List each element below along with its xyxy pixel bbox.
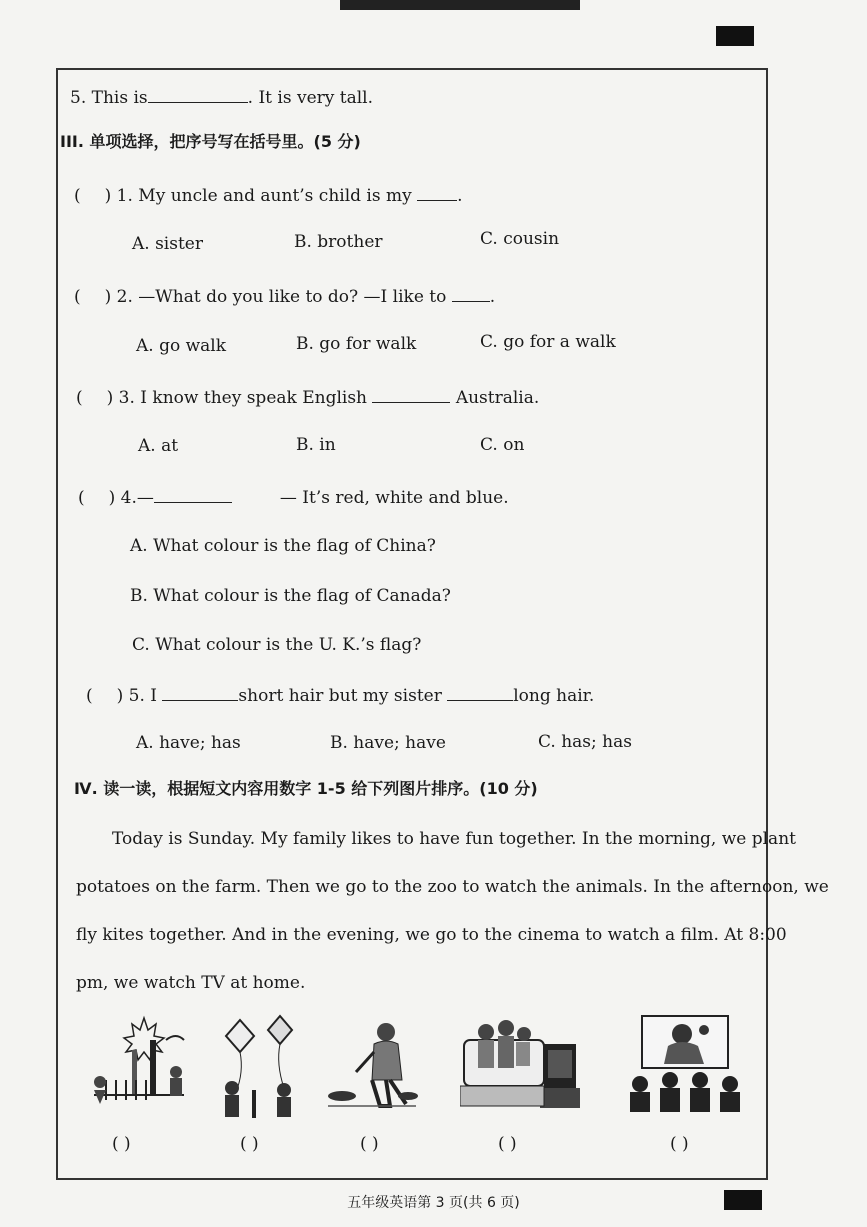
q5-text-post: . It is very tall.: [247, 88, 374, 108]
option-a: A. sister: [132, 234, 203, 254]
answer-blank[interactable]: [372, 388, 450, 403]
option-c: C. cousin: [480, 229, 560, 249]
answer-paren[interactable]: (: [74, 186, 81, 206]
answer-paren[interactable]: (: [78, 488, 85, 508]
mc-question-2: [74, 287, 495, 306]
answer-paren[interactable]: (: [74, 287, 81, 307]
planting-picture: [320, 1010, 420, 1120]
passage-line: fly kites together. And in the evening, we go to the cinema to watch a film. At 8:00: [76, 925, 787, 945]
question-stem: ) 5. I: [116, 686, 158, 706]
option-c: C. What colour is the U. K.’s flag?: [132, 635, 422, 655]
kites-picture: [210, 1010, 310, 1120]
section-3-title: III. 单项选择，把序号写在括号里。(5 分): [60, 132, 361, 151]
answer-paren[interactable]: ( ): [360, 1134, 379, 1154]
page-footer: 五年级英语第 3 页(共 6 页): [347, 1195, 520, 1211]
question-stem: ) 3. I know they speak English: [106, 388, 368, 408]
option-b: B. have; have: [330, 733, 446, 753]
registration-mark: [716, 26, 754, 46]
passage-line: pm, we watch TV at home.: [76, 973, 306, 993]
mc-question-3: [76, 388, 539, 407]
option-b: B. brother: [294, 232, 383, 252]
question-stem-end: — It’s red, white and blue.: [279, 488, 509, 508]
answer-blank[interactable]: [162, 686, 238, 701]
scan-artifact: [340, 0, 580, 10]
option-a: A. go walk: [136, 336, 227, 356]
question-stem: ) 2. —What do you like to do? —I like to: [104, 287, 447, 307]
q5-text-pre: 5. This is: [70, 88, 148, 108]
registration-mark: [724, 1190, 762, 1210]
option-c: C. go for a walk: [480, 332, 616, 352]
passage-line: potatoes on the farm. Then we go to the zoo to watch the animals. In the afternoon, we: [76, 877, 829, 897]
answer-paren[interactable]: ( ): [670, 1134, 689, 1154]
question-stem-mid: short hair but my sister: [238, 686, 442, 706]
answer-blank[interactable]: [148, 88, 248, 103]
answer-blank[interactable]: [154, 488, 232, 503]
passage-line: Today is Sunday. My family likes to have fun together. In the morning, we plant: [112, 829, 796, 849]
answer-paren[interactable]: (: [86, 686, 93, 706]
question-stem-end: .: [457, 186, 463, 206]
question-5-fill: [70, 88, 373, 107]
question-stem-end: long hair.: [513, 686, 595, 706]
answer-blank[interactable]: [452, 287, 490, 302]
option-c: C. has; has: [538, 732, 632, 752]
option-b: B. What colour is the flag of Canada?: [130, 586, 451, 606]
section-4-title: Ⅳ. 读一读，根据短文内容用数字 1-5 给下列图片排序。(10 分): [74, 779, 538, 798]
option-b: B. go for walk: [296, 334, 417, 354]
answer-paren[interactable]: ( ): [240, 1134, 259, 1154]
mc-question-5: [86, 686, 594, 705]
mc-question-4: [78, 488, 509, 507]
tv-picture: [460, 1010, 580, 1120]
option-a: A. have; has: [136, 733, 241, 753]
option-c: C. on: [480, 435, 525, 455]
cinema-picture: [620, 1010, 750, 1120]
option-a: A. at: [138, 436, 179, 456]
mc-question-1: [74, 186, 463, 205]
answer-paren[interactable]: ( ): [112, 1134, 131, 1154]
question-stem-end: .: [489, 287, 496, 307]
answer-blank[interactable]: [447, 686, 513, 701]
question-stem: ) 1. My uncle and aunt’s child is my: [104, 186, 412, 206]
question-stem-end: Australia.: [455, 388, 540, 408]
picture-row: [80, 1010, 760, 1120]
option-a: A. What colour is the flag of China?: [130, 536, 436, 556]
zoo-picture: [84, 1010, 194, 1120]
answer-paren[interactable]: (: [76, 388, 83, 408]
option-b: B. in: [296, 435, 336, 455]
question-stem: ) 4.—: [108, 488, 154, 508]
answer-blank[interactable]: [417, 186, 457, 201]
answer-paren[interactable]: ( ): [498, 1134, 517, 1154]
